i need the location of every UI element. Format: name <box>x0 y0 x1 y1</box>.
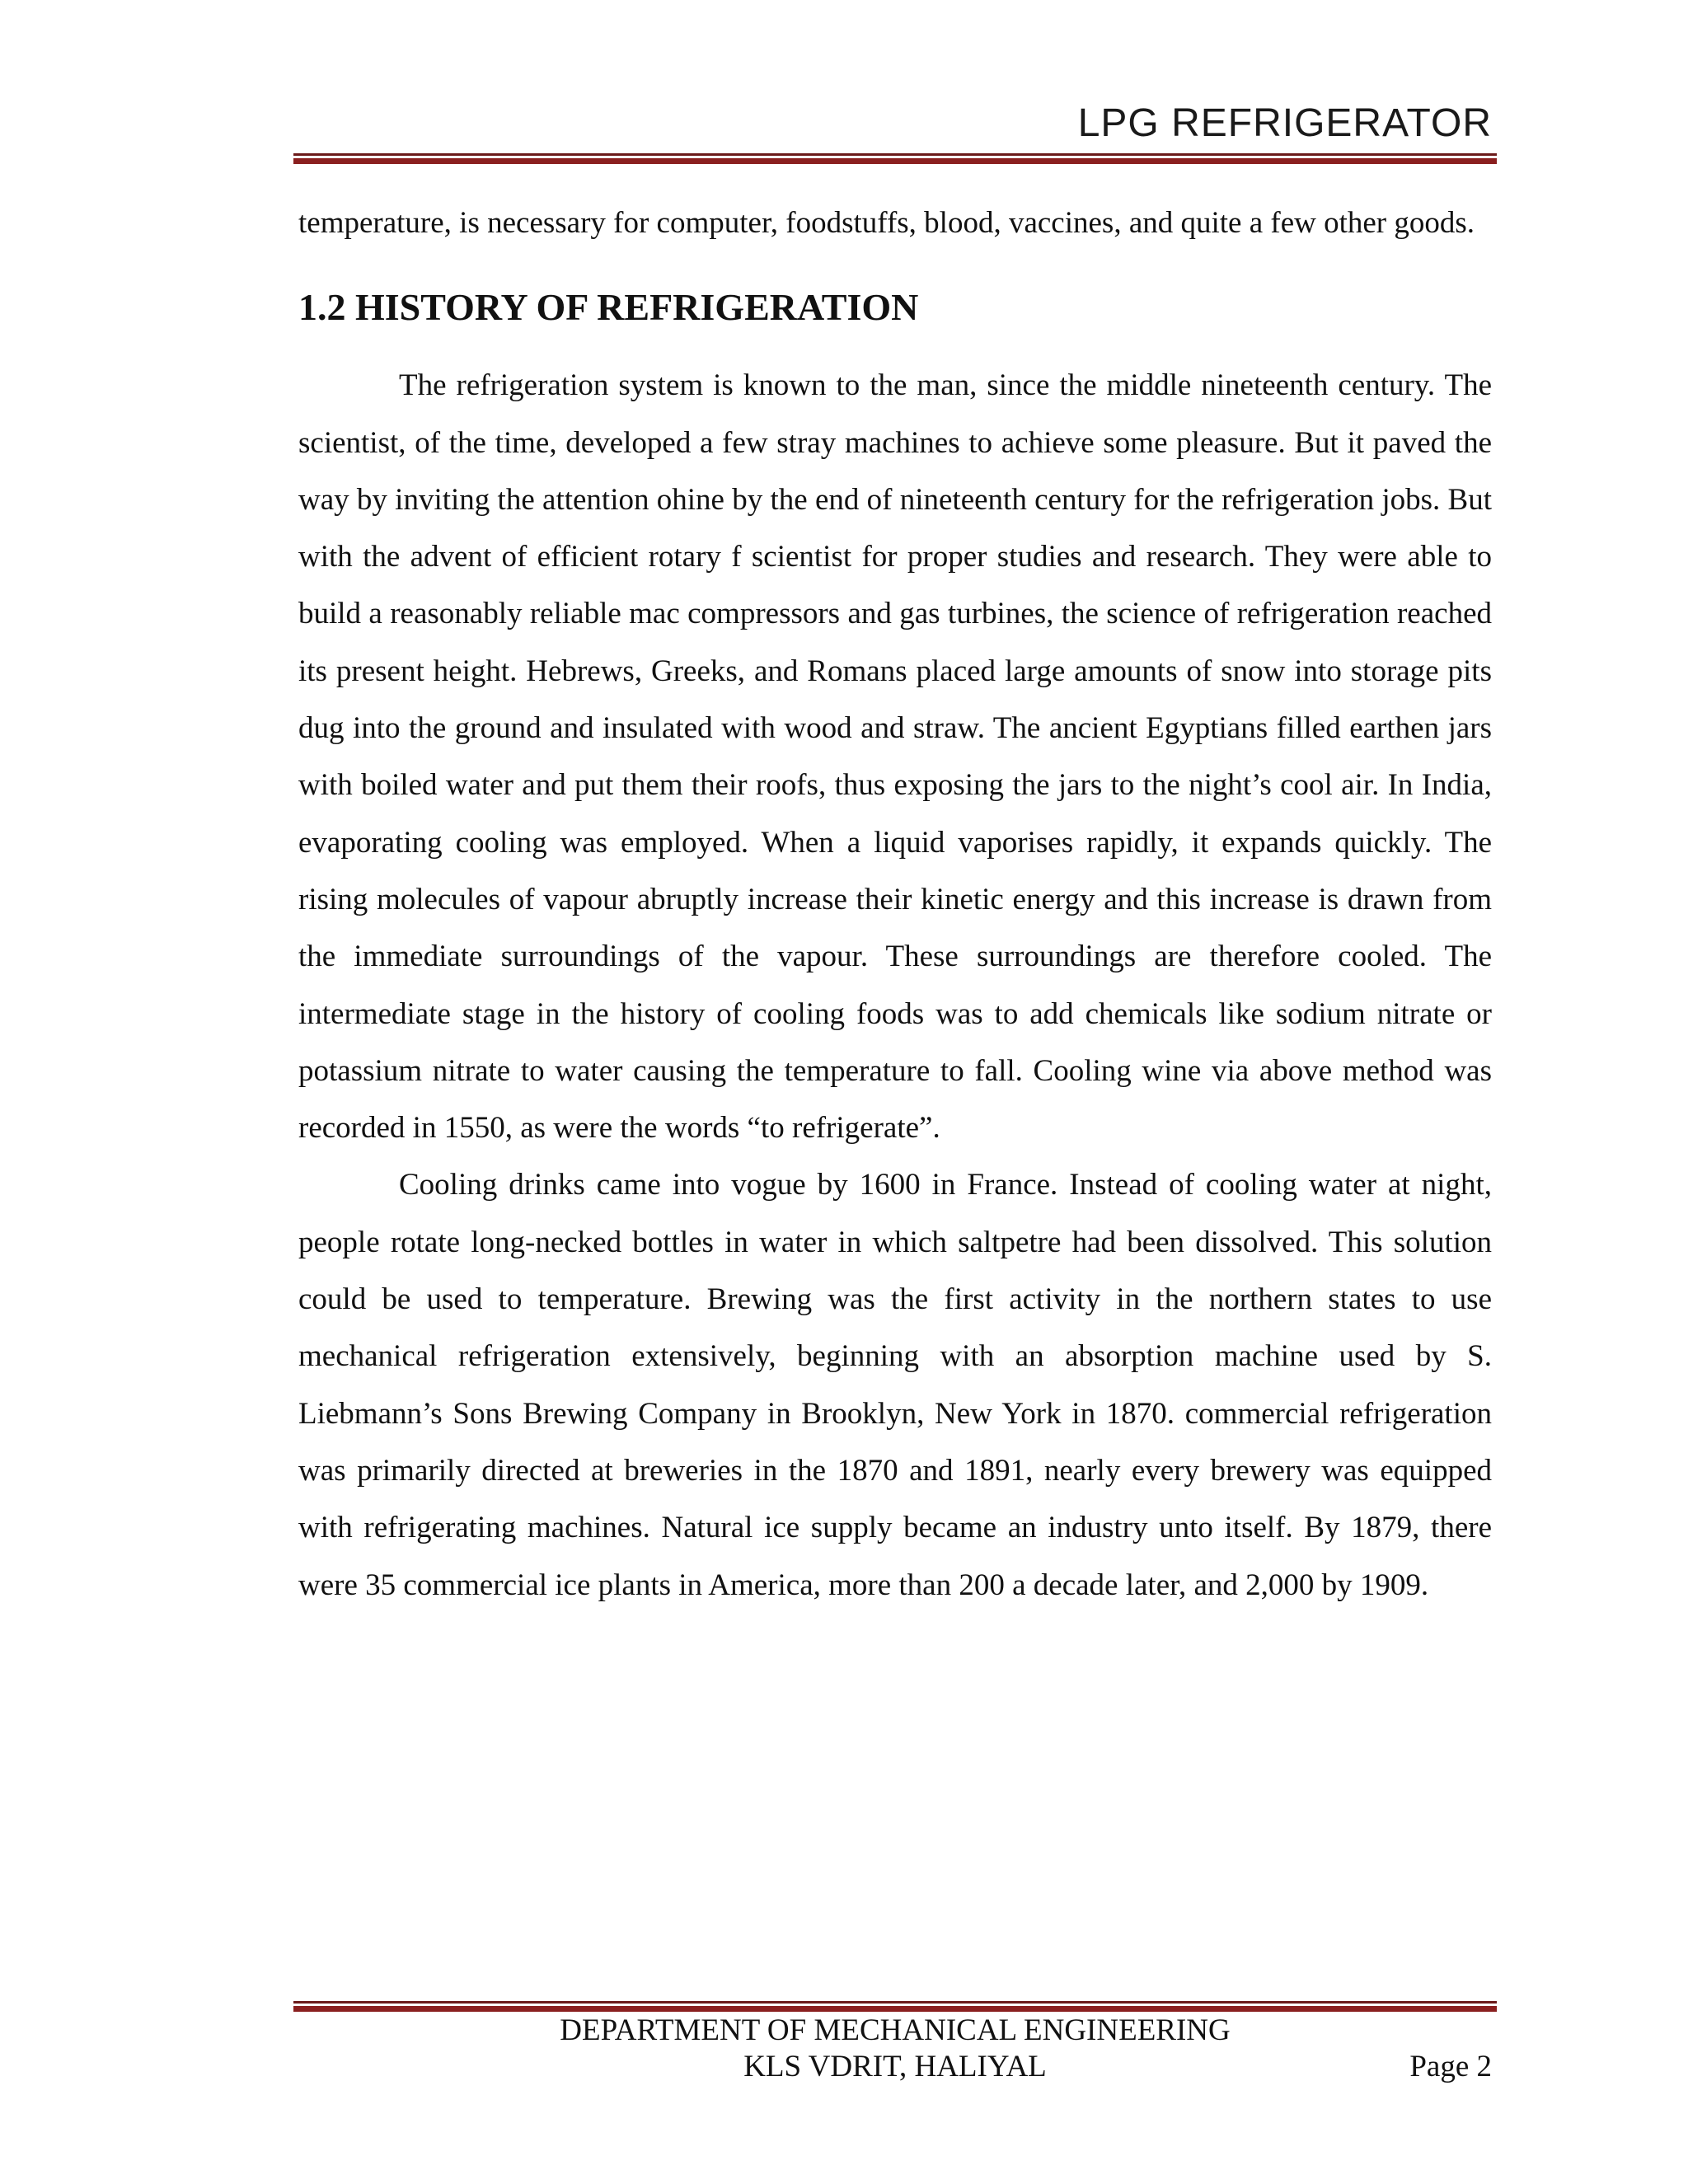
footer-college: KLS VDRIT, HALIYAL <box>743 2050 1047 2083</box>
footer-rule <box>293 2001 1497 2012</box>
header-rule <box>293 153 1497 164</box>
page-number: Page 2 <box>1409 2050 1492 2083</box>
section-heading: 1.2 HISTORY OF REFRIGERATION <box>298 286 919 329</box>
paragraph-history-2: Cooling drinks came into vogue by 1600 in France. Instead of cooling water at night, people rotate long-necked bottles in water in which saltpetre had been dissolved. This solution could be used to temperature. Brewing was the first activity in the northern states to use mechanical refrigeration extensively, beginning with an absorption machine used by S. Liebmann’s Sons Brewing Company in Brooklyn, New York in 1870. commercial refrigeration was primarily directed at breweries in the 1870 and 1891, nearly every brewery was equipped with refrigerating machines. Natural ice supply became an industry unto itself. By 1879, there were 35 commercial ice plants in America, more than 200 a decade later, and 2,000 by 1909. <box>298 1168 1492 1602</box>
footer-department: DEPARTMENT OF MECHANICAL ENGINEERING <box>560 2013 1231 2047</box>
body-text <box>298 194 1492 1614</box>
paragraph-history-1: The refrigeration system is known to the man, since the middle nineteenth century. The scientist, of the time, developed a few stray machines to achieve some pleasure. But it paved the way by inviting the attention ohine by the end of nineteenth century for the refrigeration jobs. But with the advent of efficient rotary f scientist for proper studies and research. They were able to build a reasonably reliable mac compressors and gas turbines, the science of refrigeration reached its present height. Hebrews, Greeks, and Romans placed large amounts of snow into storage pits dug into the ground and insulated with wood and straw. The ancient Egyptians filled earthen jars with boiled water and put them their roofs, thus exposing the jars to the night’s cool air. In India, evaporating cooling was employed. When a liquid vaporises rapidly, it expands quickly. The rising molecules of vapour abruptly increase their kinetic energy and this increase is drawn from the immediate surroundings of the vapour. These surroundings are therefore cooled. The intermediate stage in the history of cooling foods was to add chemicals like sodium nitrate or potassium nitrate to water causing the temperature to fall. Cooling wine via above method was recorded in 1550, as were the words “to refrigerate”. <box>298 368 1492 1146</box>
running-header-title: LPG REFRIGERATOR <box>1077 101 1492 145</box>
continued-paragraph: temperature, is necessary for computer, foodstuffs, blood, vaccines, and quite a few other goods. <box>298 206 1475 240</box>
